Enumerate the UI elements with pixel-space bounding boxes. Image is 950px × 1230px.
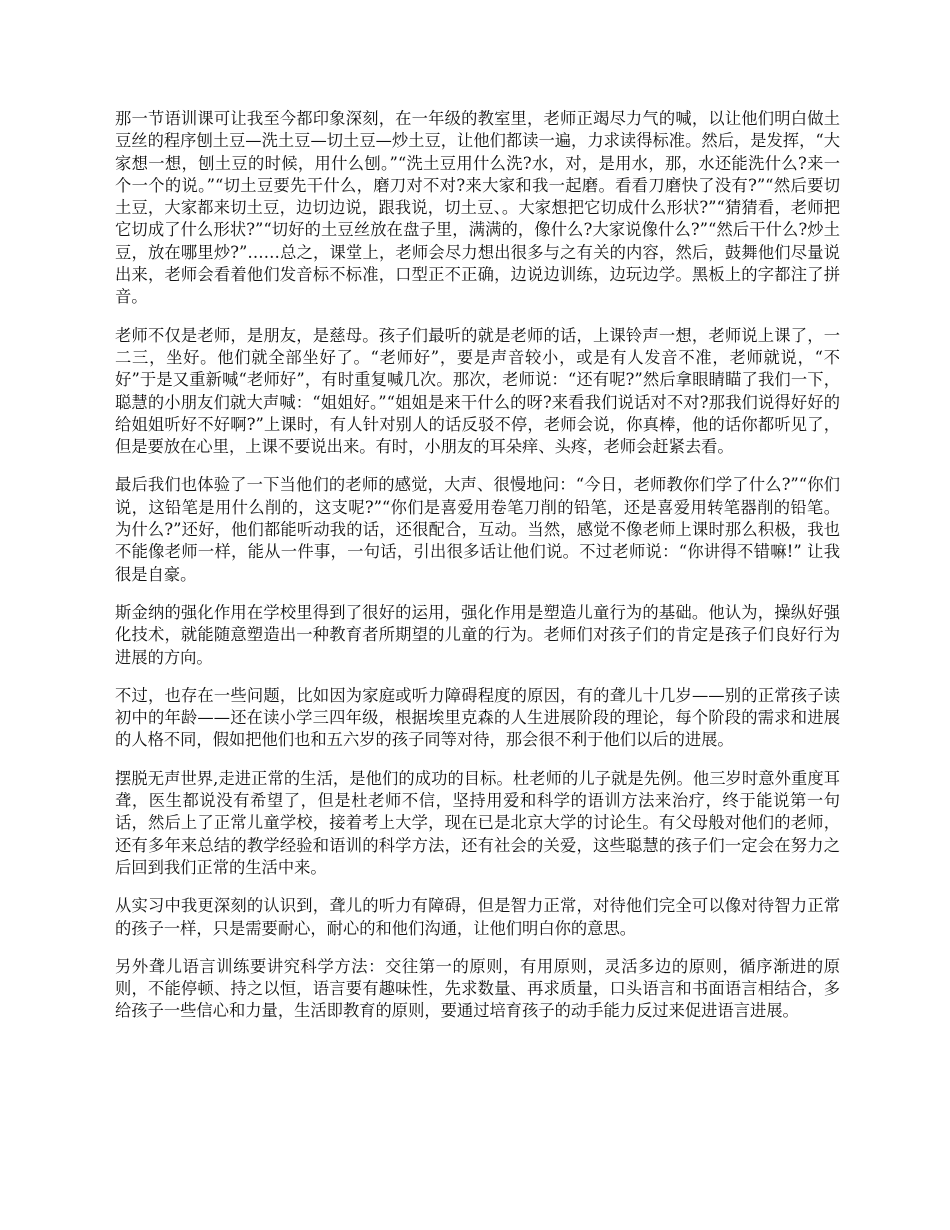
paragraph-1: 那一节语训课可让我至今都印象深刻，在一年级的教室里，老师正竭尽力气的喊，以让他们明白做土豆丝的程序刨土豆—洗土豆—切土豆—炒土豆，让他们都读一遍，力求读得标准。然后，是发挥，“大家想一想，刨土豆的时候，用什么刨。”“洗土豆用什么洗?水，对，是用水，那，水还能洗什么?来一个一个的说。”“切土豆要先干什么，磨刀对不对?来大家和我一起磨。看看刀磨快了没有?”“然后要切土豆，大家都来切土豆，边切边说，跟我说，切土豆、。大家想把它切成什么形状?”“猜猜看，老师把它切成了什么形状?”“切好的土豆丝放在盘子里，满满的，像什么?大家说像什么?”“然后干什么?炒土豆，放在哪里炒?”……总之，课堂上，老师会尽力想出很多与之有关的内容，然后，鼓舞他们尽量说出来，老师会看着他们发音标不标准，口型正不正确，边说边训练，边玩边学。黑板上的字都注了拼音。 [115, 109, 840, 307]
paragraph-2: 老师不仅是老师，是朋友，是慈母。孩子们最听的就是老师的话，上课铃声一想，老师说上课了，一二三，坐好。他们就全部坐好了。“老师好”，要是声音较小，或是有人发音不准，老师就说，“不好”于是又重新喊“老师好”，有时重复喊几次。那次，老师说：“还有呢?”然后拿眼睛瞄了我们一下，聪慧的小朋友们就大声喊：“姐姐好。”“姐姐是来干什么的呀?来看我们说话对不对?那我们说得好好的给姐姐听好不好啊?”上课时，有人针对别人的话反驳不停，老师会说，你真棒，他的话你都听见了，但是要放在心里，上课不要说出来。有时，小朋友的耳朵痒、头疼，老师会赶紧去看。 [115, 325, 840, 457]
paragraph-3: 最后我们也体验了一下当他们的老师的感觉，大声、很慢地问：“今日，老师教你们学了什么?”“你们说，这铅笔是用什么削的，这支呢?”“你们是喜爱用卷笔刀削的铅笔，还是喜爱用转笔器削的铅笔。为什么?”还好，他们都能听动我的话，还很配合，互动。当然，感觉不像老师上课时那么积极，我也不能像老师一样，能从一件事，一句话，引出很多话让他们说。不过老师说：“你讲得不错嘛!” 让我很是自豪。 [115, 475, 840, 584]
paragraph-7: 从实习中我更深刻的认识到，聋儿的听力有障碍，但是智力正常，对待他们完全可以像对待智力正常的孩子一样，只是需要耐心，耐心的和他们沟通，让他们明白你的意思。 [115, 896, 840, 938]
paragraph-4: 斯金纳的强化作用在学校里得到了很好的运用，强化作用是塑造儿童行为的基础。他认为，操纵好强化技术，就能随意塑造出一种教育者所期望的儿童的行为。老师们对孩子们的肯定是孩子们良好行为进展的方向。 [115, 602, 840, 667]
paragraph-5: 不过，也存在一些问题，比如因为家庭或听力障碍程度的原因，有的聋儿十几岁——别的正常孩子读初中的年龄——还在读小学三四年级，根据埃里克森的人生进展阶段的理论，每个阶段的需求和进展的人格不同，假如把他们也和五六岁的孩子同等对待，那会很不利于他们以后的进展。 [115, 685, 840, 750]
document-body [115, 108, 840, 1039]
paragraph-6: 摆脱无声世界,走进正常的生活，是他们的成功的目标。杜老师的儿子就是先例。他三岁时意外重度耳聋，医生都说没有希望了，但是杜老师不信，坚持用爱和科学的语训方法来治疗，终于能说第一句话，然后上了正常儿童学校，接着考上大学，现在已是北京大学的讨论生。有父母般对他们的老师，还有多年来总结的教学经验和语训的科学方法，还有社会的关爱，这些聪慧的孩子们一定会在努力之后回到我们正常的生活中来。 [115, 768, 840, 877]
paragraph-8: 另外聋儿语言训练要讲究科学方法：交往第一的原则，有用原则，灵活多边的原则，循序渐进的原则，不能停顿、持之以恒，语言要有趣味性，先求数量、再求质量，口头语言和书面语言相结合，多给孩子一些信心和力量，生活即教育的原则，要通过培育孩子的动手能力反过来促进语言进展。 [115, 956, 840, 1021]
